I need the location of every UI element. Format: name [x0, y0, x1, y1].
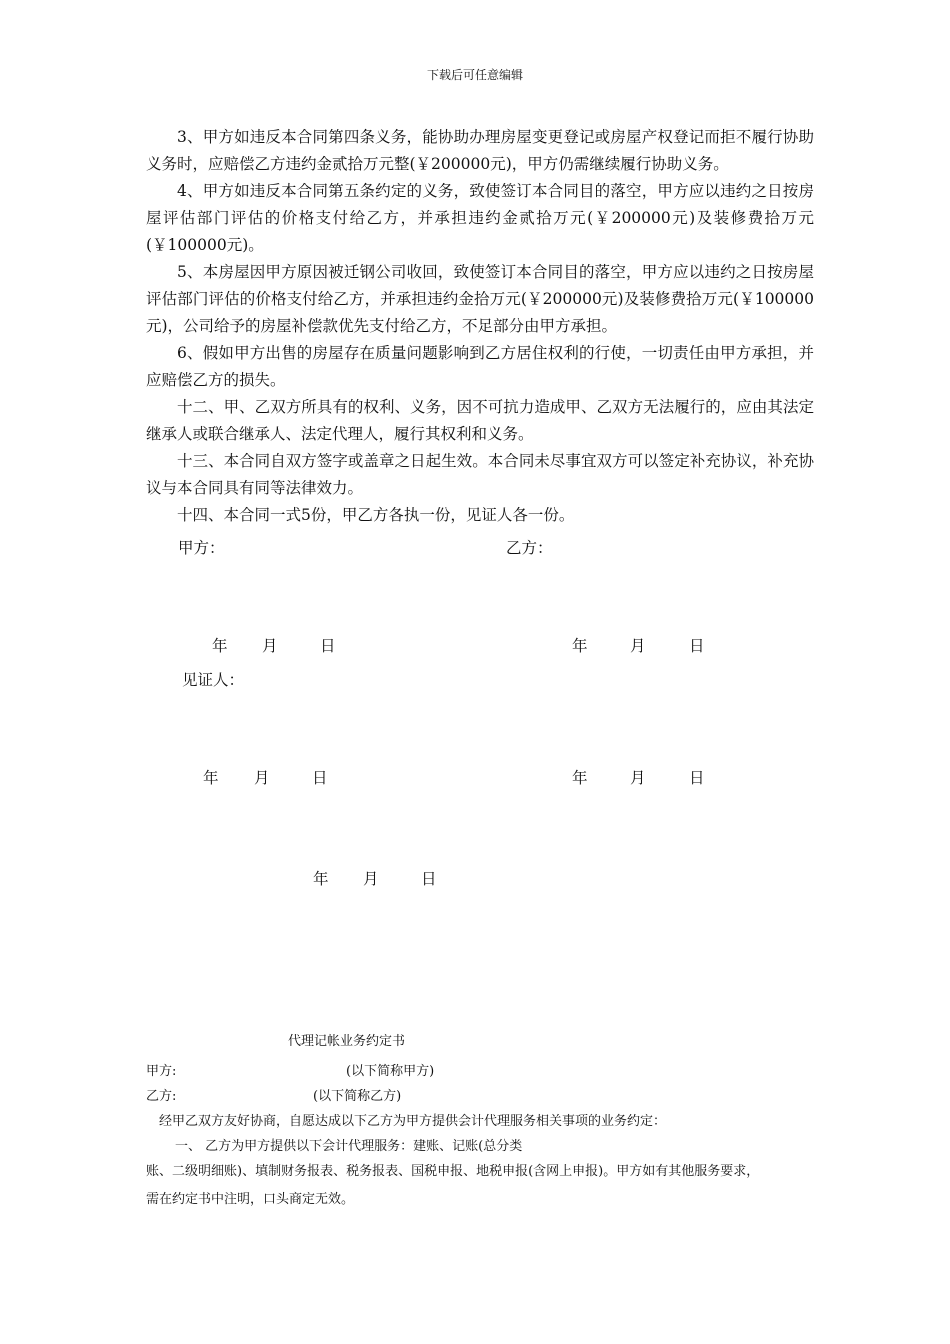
witness-date-month: 月 [254, 769, 270, 787]
party-a-date-year: 年 [212, 637, 228, 655]
page-header: 下载后可任意编辑 [426, 68, 523, 82]
agreement-title: 代理记帐业务约定书 [288, 1034, 406, 1049]
clause-12: 十二、甲、乙双方所具有的权利、义务，因不可抗力造成甲、乙双方无法履行的，应由其法定继承人或联合继承人、法定代理人，履行其权利和义务。 [146, 398, 814, 443]
party-b-date-year: 年 [572, 637, 588, 655]
clause-6: 6、假如甲方出售的房屋存在质量问题影响到乙方居住权利的行使，一切责任由甲方承担，并应赔偿乙方的损失。 [146, 344, 814, 389]
witness2-date-year: 年 [572, 769, 588, 787]
party-a-label: 甲方： [178, 539, 225, 557]
witness2-date-day: 日 [689, 769, 705, 787]
agreement-item1-line3: 需在约定书中注明，口头商定无效。 [146, 1192, 355, 1207]
witness2-date-month: 月 [630, 769, 646, 787]
final-date-month: 月 [363, 870, 379, 888]
agreement-item1-line1: 一、 乙方为甲方提供以下会计代理服务：建账、记账(总分类 [175, 1139, 523, 1154]
clause-14: 十四、本合同一式5份，甲乙方各执一份，见证人各一份。 [177, 506, 575, 524]
party-a-date-day: 日 [320, 637, 336, 655]
final-date-year: 年 [313, 870, 329, 888]
agreement-item1-line2: 账、二级明细账)、填制财务报表、税务报表、国税申报、地税申报(含网上申报)。甲方如有其他服务要求， [146, 1164, 760, 1179]
clause-3: 3、甲方如违反本合同第四条义务，能协助办理房屋变更登记或房屋产权登记而拒不履行协助义务时，应赔偿乙方违约金贰拾万元整(￥200000元)，甲方仍需继续履行协助义务。 [146, 128, 814, 173]
clause-5: 5、本房屋因甲方原因被迁钢公司收回，致使签订本合同目的落空，甲方应以违约之日按房屋评估部门评估的价格支付给乙方，并承担违约金拾万元(￥200000元)及装修费拾万元(￥100000元)，公司给予的房屋补偿款优先支付给乙方，不足部分由甲方承担。 [146, 263, 814, 335]
party-b-date-day: 日 [689, 637, 705, 655]
clause-13: 十三、本合同自双方签字或盖章之日起生效。本合同未尽事宜双方可以签定补充协议，补充协议与本合同具有同等法律效力。 [146, 452, 814, 497]
agreement-intro: 经甲乙双方友好协商，自愿达成以下乙方为甲方提供会计代理服务相关事项的业务约定： [159, 1114, 667, 1129]
agreement-party-a-note: (以下简称甲方) [346, 1064, 435, 1079]
clause-4: 4、甲方如违反本合同第五条约定的义务，致使签订本合同目的落空，甲方应以违约之日按房屋评估部门评估的价格支付给乙方，并承担违约金贰拾万元(￥200000元)及装修费拾万元(￥100000元)。 [146, 182, 814, 254]
witness-label: 见证人： [182, 671, 245, 689]
agreement-party-a: 甲方: [146, 1064, 177, 1079]
agreement-party-b: 乙方: [146, 1089, 177, 1104]
witness-date-day: 日 [312, 769, 328, 787]
witness-date-year: 年 [203, 769, 219, 787]
agreement-party-b-note: (以下简称乙方) [313, 1089, 402, 1104]
final-date-day: 日 [421, 870, 437, 888]
party-b-label: 乙方： [506, 539, 553, 557]
party-a-date-month: 月 [262, 637, 278, 655]
party-b-date-month: 月 [630, 637, 646, 655]
